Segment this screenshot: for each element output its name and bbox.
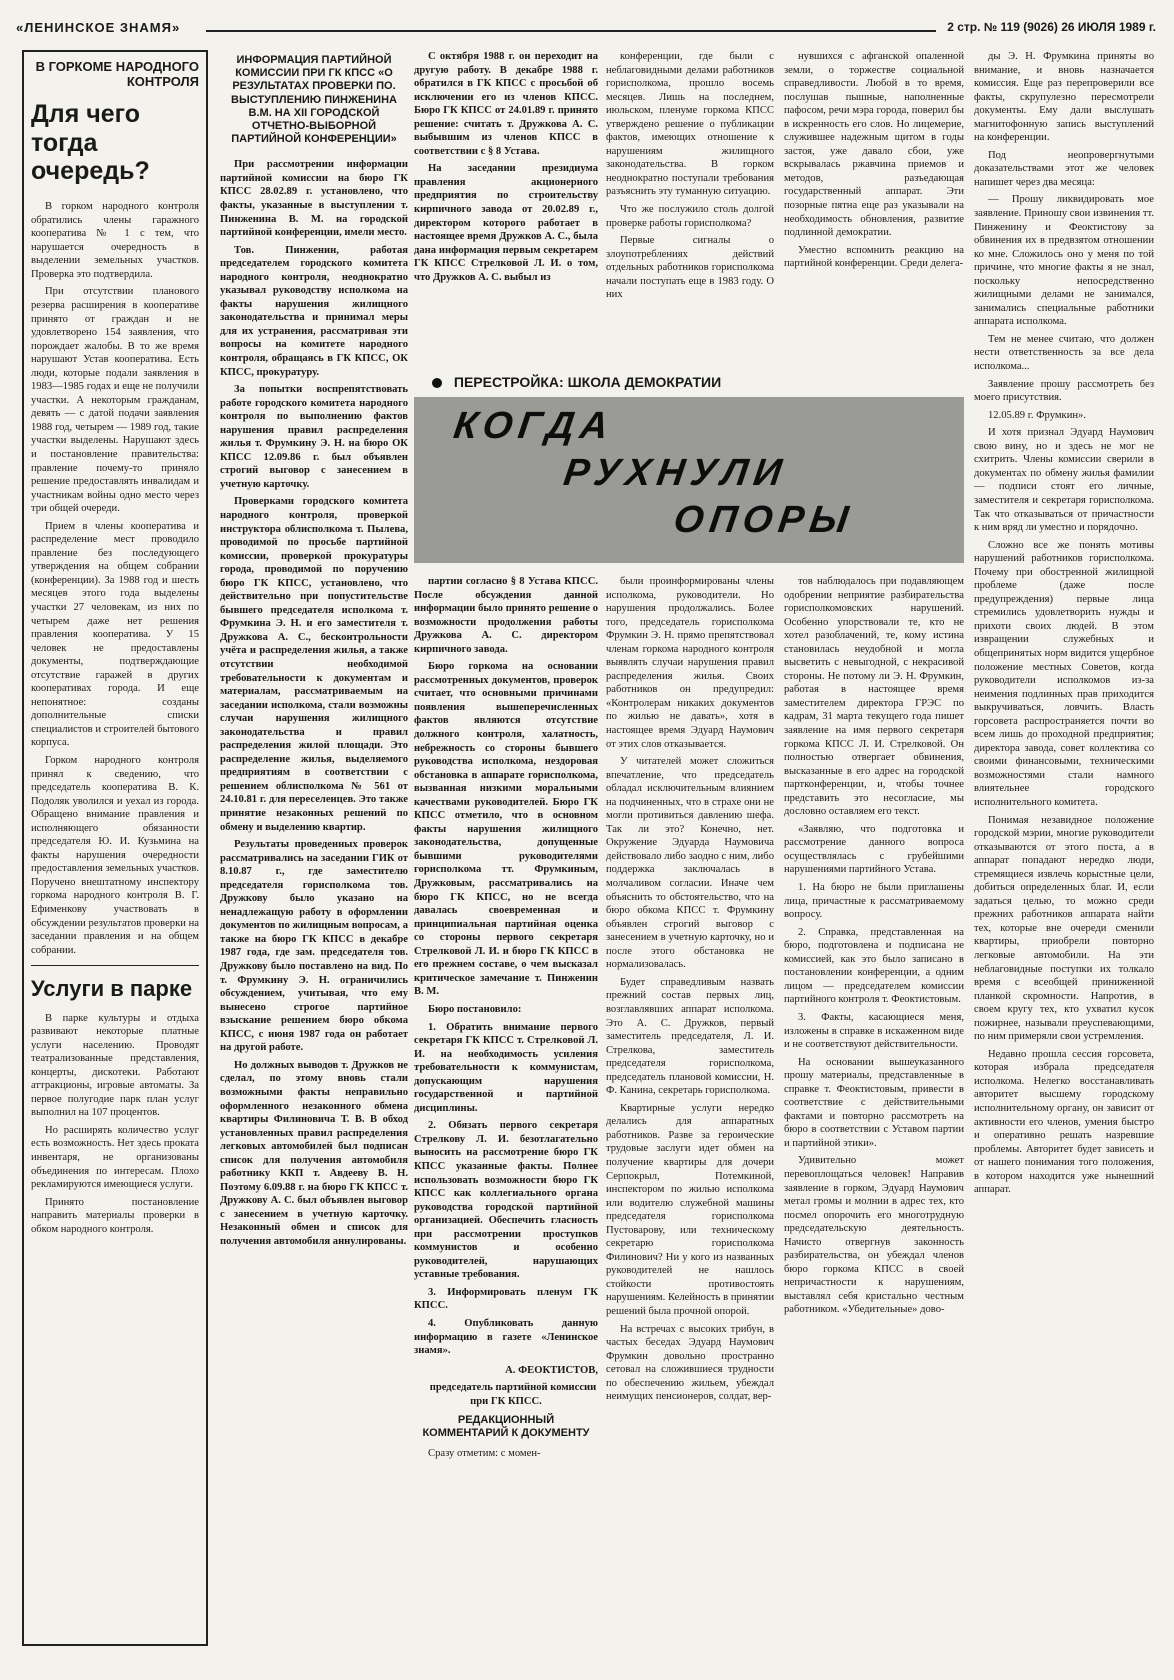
paragraph: «Заявляю, что подготовка и рассмотрение данного вопроса осуществлялась с грубейшими нарушениями партийного Устава. bbox=[784, 823, 964, 876]
paragraph: Бюро горкома на основании рассмотренных документов, проверок считает, что основными причинами появления вышеперечисленных фактов являются отсутствие должного контроля, халатность, небрежность со стороны бывшего руководства исполкома, нездоровая обстановка в аппарате горисполкома, вызванная низкими моральными качествами руководителей. Бюро ГК КПСС отметило, что в основном факты нарушения жилищного законодательства, допущенные бывшими руководителями горисполкома тт. Фрумкиным, Дружковым, рассматривались на бюро ГК КПСС, но не всегда давалась своевременная и принципиальная партийная оценка со стороны первого секретаря Стрелковой Л. И. и бюро ГК КПСС в его прежнем составе, о чем высказал критическое замечание т. Пинженин В. М. bbox=[414, 661, 598, 998]
paragraph: 12.05.89 г. Фрумкин». bbox=[988, 409, 1086, 421]
masthead bbox=[16, 16, 1156, 44]
divider bbox=[31, 965, 199, 966]
paragraph: На заседании президиума правления акционерного предприятия по строительству кирпичного завода от 20.02.89 г., директором которого работает в настоящее время Дружков А. С., была дана информация первым секретарем ГК КПСС Стрелковой Л. И. о том, что Дружков А. С. выбыл из bbox=[414, 163, 598, 283]
section-rubric bbox=[414, 374, 964, 396]
paragraph: — Прошу ликвидировать мое заявление. Приношу свои извинения тт. Пинженину и Феоктистову за обвинения их в предвзятом отношении ко мне. Сложилось оно у меня по той причине, что многие факты я не знал, поскольку непосредственно жилищными делами не занимался, занимались специальные работники аппарата исполкома. bbox=[974, 194, 1154, 328]
paragraph: нувшихся с афганской опаленной земли, о торжестве социальной справедливости. Любой в то время, послушав пышные, наполненные пафосом, речи мэра города, поверил бы в искренность его слов. Но лицемерие, служившее надежным щитом в годы застоя, уже давало сбои, уже вскрывалась ржавчина приемов и методов, разъедающая государственный аппарат. Эти позорные пятна еще раз указывали на необходимость обновления, развитие подлинной демократии. bbox=[784, 51, 964, 239]
col6 bbox=[974, 50, 1154, 1665]
paragraph: Тов. Пинженин, работая председателем городского комитета народного контроля, неоднократно указывал руководству исполкома на факты нарушения жилищного законодательства и принимал меры для их устранения, рассматривая эти вопросы на комитете народного контроля, обращаясь в ГК КПСС, ОК КПСС, прокуратуру. bbox=[220, 244, 408, 378]
paragraph: Сложно все же понять мотивы нарушений работников горисполкома. Почему при обостренной жилищной проблеме (даже после предупреждения) первые лица стремились удовлетворить нужды и прихоти своих людей. В этом извращении служебных и общепринятых норм видится ущербное положение местных Советов, когда руководители исполкомов из-за неимения подлинных прав приходится выкручиваться, ловчить. Власть горсовета распространяется почти во всем лишь до проходной предприятия; директора завода, совет коллектива со своими финансовыми, техническими возможностями стали намного влиятельнее городского исполнительного комитета. bbox=[974, 539, 1154, 808]
paragraph: В горком народного контроля обратились члены гаражного кооператива № 1 с тем, что нарушается очередность в выделении земельных участков. Проверка это подтвердила. bbox=[31, 201, 199, 280]
paragraph: Уместно вспомнить реакцию на партийной конференции. Среди делега- bbox=[784, 244, 964, 270]
paragraph: И хотя признал Эдуард Наумович свою вину, но и здесь не мог не схитрить. Члены комиссии сверили в документах по обмену жилья фамилии — подписи стоят его личные, заместителя и секретаря горисполкома. Так что отказываться от причастности к ним вряд ли уместно и порядочно. bbox=[974, 427, 1154, 534]
headline-queue: Для чего тогда очередь? bbox=[31, 99, 150, 186]
feature-headline bbox=[414, 397, 964, 563]
paragraph: Тем не менее считаю, что должен нести ответственность за все дела исполкома... bbox=[974, 333, 1154, 373]
editorial-subhead: РЕДАКЦИОННЫЙ КОММЕНТАРИЙ К ДОКУМЕНТУ bbox=[422, 1414, 590, 1440]
paragraph: С октября 1988 г. он переходит на другую работу. В декабре 1988 г. обратился в ГК КПСС с просьбой об исключении его из членов КПСС. Бюро ГК КПСС от 24.01.89 г. принято решение: считать т. Дружкова А. С. выбывшим из членов КПСС в соответствии с § 8 Устава. bbox=[414, 51, 598, 157]
paper-name: «ЛЕНИНСКОЕ ЗНАМЯ» bbox=[16, 20, 181, 35]
paragraph: 1. На бюро не были приглашены лица, причастные к рассматриваемому вопросу. bbox=[784, 882, 964, 921]
rubric: В ГОРКОМЕ НАРОДНОГО КОНТРОЛЯ bbox=[35, 59, 199, 89]
headline-line-3: ОПОРЫ bbox=[671, 499, 857, 541]
paragraph: Прием в члены кооператива и распределение мест проводило правление без последующего утверждения на общем собрании (конференции). За 1988 год и шесть месяцев этого года выделены участки 27 человекам, из них по четырем даже нет решения правления кооператива. У 15 человек не предоставлены документы, подтверждающие отсутствие гаражей в других кооперативах города. И еще непонятное: созданы дополнительные списки специалистов и строителей бытового корпуса. bbox=[31, 520, 199, 749]
paragraph: 3. Информировать пленум ГК КПСС. bbox=[414, 1286, 598, 1312]
paragraph: Понимая незавидное положение городской мэрии, многие руководители отказываются от этого поста, а в аппарат попадают нередко люди, стремящиеся извлечь корыстные цели, добиться определенных благ. И, если задаться целью, то можно среди прежних работников аппарата найти тех, которые вне очереди сменили квартиры, приобрели повторно легковые автомобили. На эти неблаговидные поступки их толкало время с всеобщей приниженной планкой скромности. Напротив, в своем кругу тех, кто ухватил кусок пожирнее, называли преуспевающими, по ним примеряли свои устремления. bbox=[974, 814, 1154, 1043]
signature: А. ФЕОКТИСТОВ, bbox=[505, 1364, 598, 1376]
paragraph: Проверками городского комитета народного контроля, проверкой инструктора облисполкома т. Пылева, проводимой по просьбе партийной комиссии, проверкой прокуратуры города, проводимой по поручению бюро ГК КПСС, установлено, что действительно при попустительстве бывшего председателя исполкома т. Фрумкина Э. Н. и его заместителя т. Дружкова А. С., бесконтрольности учёта и распределения жилья, а также отсутствии необходимой требовательности к документам и материалам, рассматриваемым на заседании исполкома, стали возможны случаи нарушения жилищного законодательства и правил распределения жилой площади. Это распределение жилья, выделяемого предприятиям в соответствии с решением облисполкома № 561 от 24.10.81 г. для переселенцев. Это также принятие незаконных решений по обмену и выделению квартир. bbox=[220, 496, 408, 833]
paragraph: 1. Обратить внимание первого секретаря ГК КПСС т. Стрелковой Л. И. на необходимость усиления требовательности к коммунистам, допускающим нарушения государственной и партийной дисциплины. bbox=[414, 1021, 598, 1114]
paragraph: Что же послужило столь долгой проверке работы горисполкома? bbox=[606, 204, 774, 229]
paragraph: В парке культуры и отдыха развивают некоторые платные услуги населению. Проводят театрализованные представления, концерты, дискотеки. Работают аттракционы, игровые автоматы. За первое полугодие парк план услуг выполнил на 107 процентов. bbox=[31, 1012, 199, 1119]
paragraph: тов наблюдалось при подавляющем одобрении неприятие разбирательства горисполкомовских нарушений. Особенно упорствовали те, кто не хотел разоблачений, те, кому истина становилась неудобной и могла высветить с невыгодной, с некрасивой стороны. Не потому ли Э. Н. Фрумкин, работая в настоящее время заместителем директора ГРЭС по кадрам, 31 марта текущего года пишет заявление на имя первого секретаря горкома КПСС Л. И. Стрелковой. Он полностью отвергает обвинения, высказанные в его адрес на городской партконференции, и, чтобы точнее представить это несогласие, мы дословно оставляем его текст. bbox=[784, 576, 964, 818]
headline-line-2: РУХНУЛИ bbox=[561, 452, 791, 494]
paragraph: партии согласно § 8 Устава КПСС. После обсуждения данной информации было принято решение о возможности продолжения работы Дружкова А. С. директором кирпичного завода. bbox=[414, 576, 598, 655]
paragraph: Но расширять количество услуг есть возможность. Нет здесь проката инвентаря, не организованы объединения по интересам. Плохо рекламируются имеющиеся услуги. bbox=[31, 1124, 199, 1191]
commission-info-column bbox=[220, 50, 408, 1665]
paragraph: На встречах с высоких трибун, в частых беседах Эдуард Наумович Фрумкин довольно пространно сетовал на сложившиеся трудности по обеспечению жильем, убеждал неимущих пенсионеров, солдат, вер- bbox=[606, 1323, 774, 1403]
article-body bbox=[220, 158, 408, 1248]
col5-bottom bbox=[784, 575, 964, 1665]
paragraph: были проинформированы члены исполкома, руководители. Но нарушения продолжались. Более того, председатель горисполкома Фрумкин Э. Н. прямо препятствовал членам горкома народного контроля выявлять случаи нарушения правил распределения жилья. Своих работников он предупредил: «Контролерам никаких документов по жилью не давать», хотя в настоящее время Эдуард Наумович от этих слов отказывается. bbox=[606, 576, 774, 750]
article-body bbox=[31, 200, 199, 957]
headline-park: Услуги в парке bbox=[31, 976, 193, 1002]
col3-bottom bbox=[414, 575, 598, 1665]
paragraph: Принято постановление направить материалы проверки в обком народного контроля. bbox=[31, 1196, 199, 1235]
signature-role: председатель партийной комиссии при ГК КПСС. bbox=[429, 1382, 597, 1407]
paragraph: За попытки воспрепятствовать работе городского комитета народного контроля по выполнению фактов нарушения правил распределения жилья т. Фрумкину Э. Н. на бюро ОК КПСС 12.09.86 г. был объявлен строгий выговор с занесением в учетную карточку. bbox=[220, 384, 408, 490]
paragraph: Заявление прошу рассмотреть без моего присутствия. bbox=[974, 378, 1154, 404]
masthead-rule bbox=[206, 30, 936, 32]
paragraph: На основании вышеуказанного прошу материалы, представленные в справке т. Феоктистовым, привести в соответствие с действительными фактами и повторно рассмотреть на бюро в соответствии с Уставом партии и партийной этики». bbox=[784, 1056, 964, 1149]
col4-bottom bbox=[606, 575, 774, 1665]
col5-top bbox=[784, 50, 964, 370]
paragraph: Квартирные услуги нередко делались для аппаратных работников. Разве за героические трудовые заслуги идет обмен на получение квартиры для дочери Серпокрыл, Потемкиной, инспектором по жилью исполкома или водителю служебной машины председателя горисполкома Пустоварову, или техническому секретарю горисполкома Филинович? Ни у кого из названных руководителей не нашлось стойкости противостоять нарушениям. Келейность в принятии решений была прочной опорой. bbox=[606, 1102, 774, 1317]
paragraph: Будет справедливым назвать прежний состав первых лиц, возглавлявших аппарат исполкома. Это А. С. Дружков, первый заместитель председателя, Л. И. Стрелкова, заместитель председателя горисполкома, председатель плановой комиссии, Н. Ф. Канина, секретарь горисполкома. bbox=[606, 976, 774, 1097]
paragraph: 3. Факты, касающиеся меня, изложены в справке в искаженном виде и не соответствуют действительности. bbox=[784, 1011, 964, 1051]
col3-top bbox=[414, 50, 598, 370]
paragraph: Недавно прошла сессия горсовета, которая избрала председателя исполкома. Нелегко восстанавливать авторитет высшему городскому исполнительному органу, он зависит от активности его членов, умения быстро и оперативно решать назревшие проблемы. Авторитет будет зависеть и от нашего понимания того положения, в котором находится уже нынешний аппарат. bbox=[974, 1048, 1154, 1196]
issue-line: 2 стр. № 119 (9026) 26 ИЮЛЯ 1989 г. bbox=[947, 20, 1156, 34]
article-body-2 bbox=[31, 1012, 199, 1237]
headline-line-1: КОГДА bbox=[451, 405, 617, 447]
paragraph: ды Э. Н. Фрумкина приняты во внимание, и вновь назначается комиссия. Еще раз перепроверили все факты, скрупулезно пересмотрели документы. Ему дали выслушать магнитофонную запись выступлений на конференции. bbox=[974, 51, 1154, 144]
editorial-start: Сразу отметим: с момен- bbox=[428, 1447, 541, 1459]
paragraph: 2. Справка, представленная на бюро, подготовлена и подписана не комиссией, как это было записано в постановлении конференции, а одним лицом — председателем комиссии партийного контроля т. Феоктистовым. bbox=[784, 926, 964, 1006]
paragraph: Горком народного контроля принял к сведению, что председатель кооператива В. К. Подоляк уволился и уехал из города. Обращено внимание правления и исполняющего обязанности председателя Ю. И. Кузьмина на факты нарушения очередности предоставления земельных участков. Поручено внештатному инспектору горкома народного контроля В. Г. Ефименкову участвовать в обсуждении результатов проверки на заседании правления и на общем собрании. bbox=[31, 755, 199, 956]
people-control-column bbox=[22, 50, 208, 1646]
paragraph: При отсутствии планового резерва расширения в кооперативе принято от граждан и не удовлетворено 154 заявления, что порождает жалобы. В то же время нарушают Устав кооператива. Есть люди, которые подали заявления в 1983—1985 годах и еще не получили участки. А некоторым гражданам, девять — с датой подачи заявления 1988 год, четырем — 1989 год, такие участки выделены. Нарушают здесь и постановление правительства: правление почему-то приняло решение предоставлять инвалидам и участникам войны одно место через три общей очереди. bbox=[31, 286, 199, 515]
bullet-icon bbox=[432, 378, 442, 388]
col4-top bbox=[606, 50, 774, 370]
paragraph: Первые сигналы о злоупотреблениях действий отдельных работников горисполкома начали поступать еще в 1983 году. О них bbox=[606, 235, 774, 301]
paragraph: Бюро постановило: bbox=[428, 1003, 522, 1015]
commission-heading: ИНФОРМАЦИЯ ПАРТИЙНОЙ КОМИССИИ ПРИ ГК КПСС «О РЕЗУЛЬТАТАХ ПРОВЕРКИ ПО. ВЫСТУПЛЕНИЮ ПИНЖЕНИНА В.М. НА XII ГОРОДСКОЙ ОТЧЕТНО-ВЫБОРНОЙ ПАРТИЙНОЙ КОНФЕРЕНЦИИ» bbox=[231, 54, 397, 146]
paragraph: 2. Обязать первого секретаря Стрелкову Л. И. безотлагательно выносить на рассмотрение бюро ГК КПСС указанные факты. Полнее использовать возможности бюро ГК КПСС как коллегиального органа руководства городской партийной организацией. Обеспечить гласность при рассмотрении проступков коммунистов и особенно руководителей, нарушающих уставные требования. bbox=[414, 1120, 598, 1281]
paragraph: Результаты проведенных проверок рассматривались на заседании ГИК от 8.10.87 г., где заместителю председателя горисполкома тов. Дружкову было указано на ненадлежащую работу в оформлении документов по жилищным вопросам, а также на бюро ГК КПСС в декабре 1987 года, где зам. председателя тов. Дружкову было поставлено на вид. По т. Фрумкину Э. Н. ограничились обсуждением, учитывая, что ему вынесено строгое партийное взыскание решением бюро обкома КПСС, с июня 1987 года он работает на другой работе. bbox=[220, 839, 408, 1054]
paragraph: конференции, где были с неблаговидными делами работников горисполкома, прошло восемь месяцев. Лишь на последнем, июльском, пленуме горкома КПСС утверждено решение о публикации фактов, имеющих отношение к нарушениям жилищного законодательства. В горком неоднократно поступали требования разъяснить эту туманную ситуацию. bbox=[606, 51, 774, 198]
paragraph: Но должных выводов т. Дружков не сделал, по этому вновь стали возможными факты неправильно оформленного незаконного обмена квартиры Филиновича Т. В. В обход установленных правил распределения легковых автомобилей был подписан список для получения автомобиля работнику ККП т. Авдееву В. Н. Поэтому 6.09.88 г. на бюро ГК КПСС т. Дружкову А. С. был объявлен выговор с занесением в учетную карточку. Незаконный обмен и список для получения автомобиля аннулированы. bbox=[220, 1059, 408, 1247]
paragraph: Удивительно может перевоплощаться человек! Направив заявление в горком, Эдуард Наумович метал громы и молнии в адрес тех, кто посмел опорочить его многотрудную председательскую деятельность. Начисто отвергнув законность разбирательства, он убеждал членов бюро горкома КПСС в своей непричастности к нарушениям, выставлял себя кристально честным работником. «Убедительные» дово- bbox=[784, 1155, 964, 1316]
paragraph: 4. Опубликовать данную информацию в газете «Ленинское знамя». bbox=[414, 1317, 598, 1357]
section-rubric-text: ПЕРЕСТРОЙКА: ШКОЛА ДЕМОКРАТИИ bbox=[453, 374, 722, 390]
paragraph: У читателей может сложиться впечатление, что председатель обладал исключительным влиянием на подчиненных, что в страхе они не могли противиться давлению шефа. Так ли это? Конечно, нет. Окружение Эдуарда Наумовича действовало либо заодно с ним, либо поддержка заключалась в молчаливом согласии. Иначе чем объяснить то обстоятельство, что на бюро обкома КПСС т. Фрумкину объявлен строгий выговор с занесением в учетную карточку, но и после этого обстановка не нормализовалась. bbox=[606, 756, 774, 971]
paragraph: Под неопровергнутыми доказательствами этот же человек напишет через два месяца: bbox=[974, 149, 1154, 188]
paragraph: При рассмотрении информации партийной комиссии на бюро ГК КПСС 28.02.89 г. установлено, что факты, указанные в выступлении т. Пинженина В. М. на городской партийной конференции, имели место. bbox=[220, 159, 408, 239]
